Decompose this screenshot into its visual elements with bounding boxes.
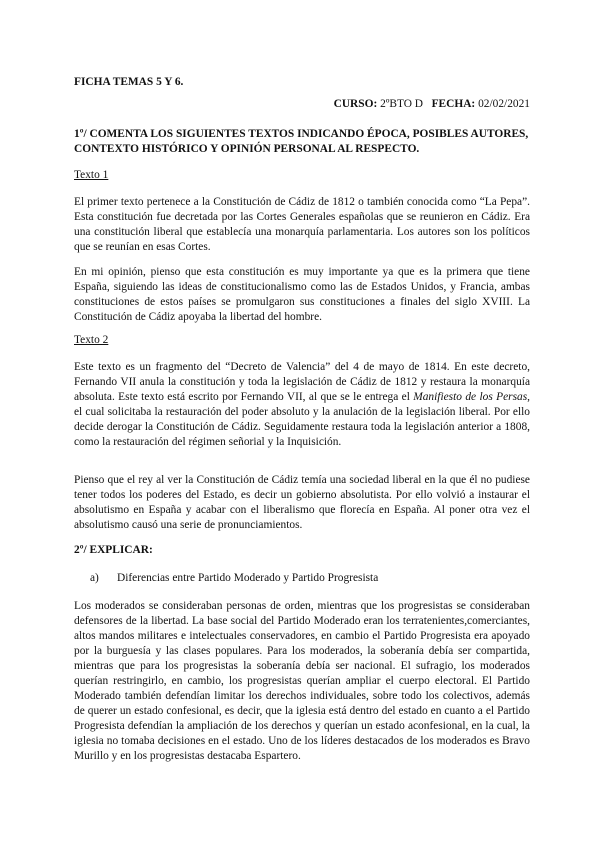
- texto-1-paragraph-1: El primer texto pertenece a la Constitución de Cádiz de 1812 o también conocida como “La Pepa”. Esta constitución fue decretada por las Cortes Generales españolas que se reunieron en Cádiz. Era una constitución liberal que establecía una monarquía parlamentaria. Los autores son los políticos que se reunían en esas Cortes.: [74, 196, 530, 253]
- question-2-paragraph: Los moderados se consideraban personas de orden, mientras que los progresistas se consideraban defensores de la libertad. La base social del Partido Moderado eran los terratenientes,comerciantes, altos mandos militares e intelectuales conservadores, en cambio el Partido Progresista era apoyado por la burguesía y las clases populares. Para los moderados, la soberanía debía ser compartida, mientras que para los progresistas la soberanía debía ser nacional. El sufragio, los moderados querían restringirlo, en cambio, los progresistas querían ampliar el cuerpo electoral. El Partido Moderado también defendían limitar los derechos individuales, sobre todo los colectivos, además de querer un estado confesional, es decir, que la iglesia está dentro del estado en cuanto a el Partido Progresista defendían la ampliación de los derechos y querían un estado aconfesional, en la cual, la iglesia no tomaba decisiones en el estado. Uno de los líderes destacados de los moderados es Bravo Murillo y en los progresistas destacaba Espartero.: [74, 600, 530, 762]
- document-title: FICHA TEMAS 5 Y 6.: [74, 76, 184, 88]
- texto-1-paragraph-2: En mi opinión, pienso que esta constitución es muy importante ya que es la primera que tiene España, siguiendo las ideas de constitucionalismo como las de Estados Unidos, y Francia, ambas constituciones de estos países se promulgaron sus constituciones a finales del siglo XVIII. La Constitución de Cádiz apoyaba la libertad del hombre.: [74, 266, 530, 323]
- texto-2-p1-part-b: , el cual solicitaba la restauración del poder absoluto y la anulación de la legislación liberal. Por ello decide derogar la Constitución de Cádiz. Seguidamente restaura toda la legislación anterior a 1808, como la restauración del régimen señorial y la Inquisición.: [74, 391, 530, 448]
- curso-value: 2ºBTO D: [380, 98, 424, 110]
- texto-1-heading: Texto 1: [74, 169, 109, 181]
- course-date-line: [310, 97, 530, 112]
- list-item-a: [90, 571, 530, 586]
- question-1: 1º/ COMENTA LOS SIGUIENTES TEXTOS INDICANDO ÉPOCA, POSIBLES AUTORES, CONTEXTO HISTÓRICO Y OPINIÓN PERSONAL AL RESPECTO.: [74, 128, 529, 155]
- fecha-label: FECHA:: [431, 98, 476, 110]
- texto-2-p1-part-a: Este texto es un fragmento del “Decreto de Valencia” del 4 de mayo de 1814. En este decreto, Fernando VII anula la constitución y toda la legislación de Cádiz de 1812 y restaura la monarquía absoluta. Este texto está escrito por Fernando VII, al que se le entrega el: [74, 361, 530, 403]
- list-marker: a): [90, 572, 99, 584]
- fecha-value: 02/02/2021: [478, 98, 530, 110]
- texto-2-paragraph-1: [74, 360, 530, 450]
- list-item-text: Diferencias entre Partido Moderado y Partido Progresista: [117, 572, 379, 584]
- question-2-title: 2º/ EXPLICAR:: [74, 544, 153, 556]
- texto-2-paragraph-2: Pienso que el rey al ver la Constitución de Cádiz temía una sociedad liberal en la que él no pudiese tener todos los poderes del Estado, es decir un gobierno absolutista. Por ello volvió a instaurar el absolutismo en España y acabar con el liberalismo que florecía en España. Al poner otra vez el absolutismo causó una serie de pronunciamientos.: [74, 474, 530, 531]
- curso-label: CURSO:: [333, 98, 378, 110]
- texto-2-heading: Texto 2: [74, 334, 109, 346]
- manifiesto-title: Manifiesto de los Persas: [413, 391, 528, 403]
